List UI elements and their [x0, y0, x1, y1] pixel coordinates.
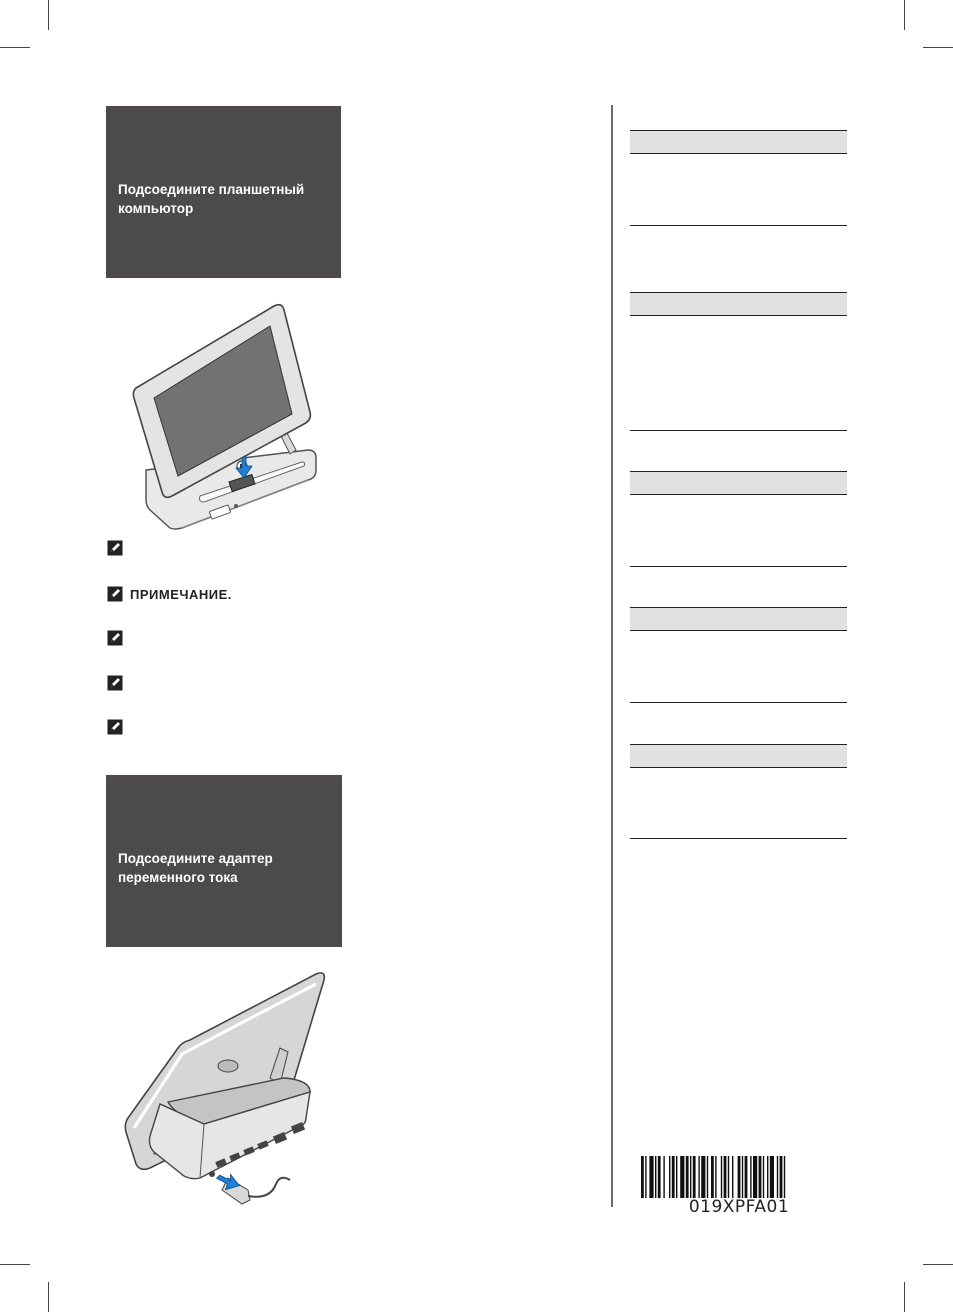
barcode-bar — [728, 1156, 729, 1198]
barcode-bar — [698, 1156, 699, 1198]
barcode-bar — [759, 1156, 762, 1198]
barcode-bar — [645, 1156, 646, 1198]
pencil-note-icon — [107, 586, 123, 602]
step2-title-line2: переменного тока — [118, 870, 238, 885]
section-divider — [630, 430, 847, 431]
ac-adapter-illustration — [120, 968, 330, 1208]
pencil-note-icon — [107, 540, 123, 556]
barcode-bar — [742, 1156, 743, 1198]
barcode-bar — [767, 1156, 768, 1198]
barcode-bar — [701, 1156, 705, 1198]
crop-mark — [923, 47, 953, 48]
crop-mark — [0, 47, 30, 48]
barcode-bar — [780, 1156, 783, 1198]
step2-title-line1: Подсоедините адаптер — [118, 851, 273, 866]
barcode-bar — [676, 1156, 677, 1198]
barcode-bar — [763, 1156, 764, 1198]
section-header — [630, 130, 847, 154]
crop-mark — [904, 1282, 905, 1312]
barcode-bar — [711, 1156, 714, 1198]
barcode — [641, 1156, 837, 1198]
barcode-bar — [721, 1156, 722, 1198]
barcode-bar — [732, 1156, 733, 1198]
crop-mark — [48, 0, 49, 30]
barcode-bar — [655, 1156, 656, 1198]
barcode-bar — [770, 1156, 774, 1198]
crop-mark — [904, 0, 905, 30]
barcode-bar — [672, 1156, 675, 1198]
barcode-bar — [738, 1156, 741, 1198]
pencil-note-icon — [107, 675, 123, 691]
barcode-bar — [669, 1156, 670, 1198]
barcode-bar — [724, 1156, 727, 1198]
column-divider — [611, 105, 613, 1207]
section-divider — [630, 225, 847, 226]
tablet-dock-illustration — [130, 300, 330, 532]
crop-mark — [0, 1264, 30, 1265]
barcode-bar — [707, 1156, 708, 1198]
section-header — [630, 744, 847, 768]
section-header — [630, 471, 847, 495]
barcode-bar — [680, 1156, 684, 1198]
crop-mark — [923, 1264, 953, 1265]
barcode-bar — [690, 1156, 691, 1198]
barcode-bar — [715, 1156, 716, 1198]
barcode-number: 019XPFA01 — [688, 1197, 790, 1217]
barcode-bar — [641, 1156, 644, 1198]
barcode-bar — [693, 1156, 696, 1198]
section-divider — [630, 702, 847, 703]
section-divider — [630, 838, 847, 839]
note-label: ПРИМЕЧАНИЕ. — [130, 587, 232, 602]
barcode-bar — [750, 1156, 751, 1198]
section-divider — [630, 566, 847, 567]
step1-title-line2: компьютор — [118, 201, 194, 216]
barcode-bar — [658, 1156, 661, 1198]
barcode-bar — [777, 1156, 778, 1198]
pencil-note-icon — [107, 719, 123, 735]
barcode-bar — [753, 1156, 757, 1198]
barcode-bar — [663, 1156, 664, 1198]
barcode-bar — [784, 1156, 785, 1198]
barcode-bar — [745, 1156, 748, 1198]
section-header — [630, 607, 847, 631]
step1-title-line1: Подсоедините планшетный — [118, 182, 305, 197]
barcode-bar — [649, 1156, 653, 1198]
crop-mark — [48, 1282, 49, 1312]
step2-title-box — [106, 775, 342, 947]
section-header — [630, 292, 847, 316]
step1-title-box — [106, 106, 341, 278]
barcode-bar — [686, 1156, 689, 1198]
pencil-note-icon — [107, 630, 123, 646]
